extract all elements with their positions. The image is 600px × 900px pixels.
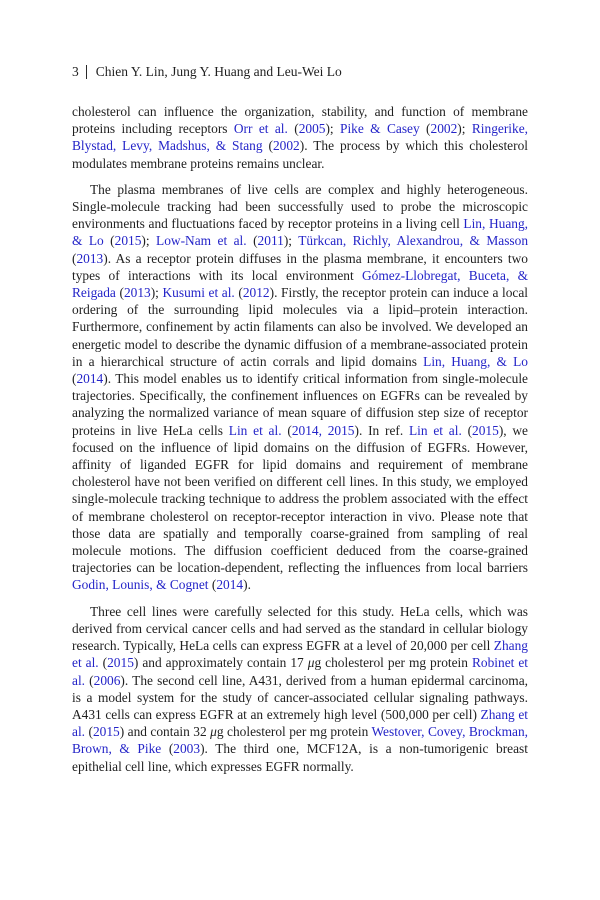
text-run: ( xyxy=(115,285,124,301)
citation-link[interactable]: 2015 xyxy=(107,655,134,671)
citation-link[interactable]: Godin, Lounis, & Cognet xyxy=(72,577,209,593)
text-run: ( xyxy=(287,121,299,137)
text-run: ) and approximately contain 17 xyxy=(133,655,308,671)
running-header xyxy=(72,64,528,80)
citation-link[interactable]: 2002 xyxy=(272,138,300,154)
paragraph xyxy=(72,603,528,775)
citation-link[interactable]: Lin, Huang, & Lo xyxy=(423,353,529,369)
citation-link[interactable]: Pike & Casey xyxy=(340,121,420,137)
header-authors: Chien Y. Lin, Jung Y. Huang and Leu-Wei Lo xyxy=(95,64,342,79)
citation-link[interactable]: 2006 xyxy=(93,672,121,688)
article-body xyxy=(72,103,528,775)
citation-link[interactable]: Türkcan, Richly, Alexandrou, & Masson xyxy=(298,233,529,249)
citation-link[interactable]: 2013 xyxy=(123,285,151,301)
citation-link[interactable]: 2015 xyxy=(472,422,499,438)
text-run: ( xyxy=(161,741,174,757)
text-run: ), we focused on the influence of lipid domains on the diffusion of EGFRs. However, affinity of liganded EGFR for lipid domains and requirement of membrane cholesterol have not been verified on different cell lines. In this study, we employed single-molecule tracking technique to address the problem associated with the effect of membrane cholesterol on receptor-receptor interaction in vivo. Please note that those data are spatially and temporally coarse-grained from sampling of real molecule motions. The diffusion coefficient deduced from the coarse-grained trajectories can be location-dependent, reflecting the influences from local barriers xyxy=(72,422,529,576)
citation-link[interactable]: Zhang et al. xyxy=(72,706,528,740)
text-run: ( xyxy=(85,672,94,688)
text-run: cholesterol can influence the organization, stability, and function of membrane proteins including receptors xyxy=(72,104,528,137)
citation-link[interactable]: Lin, Huang, & Lo xyxy=(72,216,529,249)
citation-link[interactable]: Gómez-Llobregat, Buceta, & Reigada xyxy=(72,267,529,301)
text-run: ); xyxy=(150,285,163,301)
text-run: ( xyxy=(281,422,292,438)
text-run: μ xyxy=(210,724,217,740)
text-run: ); xyxy=(141,233,157,249)
text-run: ( xyxy=(461,422,473,438)
text-run: g cholesterol per mg protein xyxy=(216,724,372,740)
text-run: ). The third one, MCF12A, is a non-tumorigenic breast epithelial cell line, which expresses EGFR normally. xyxy=(72,741,528,774)
citation-link[interactable]: Low-Nam et al. xyxy=(156,233,247,249)
text-run: ). This model enables us to identify critical information from single-molecule trajectories. Specifically, the confinement influences on EGFRs can be revealed by analyzing the normalized variance of mean square of diffusion step size of receptor proteins in live HeLa cells xyxy=(72,371,528,438)
text-run: ). Firstly, the receptor protein can induce a local ordering of the surrounding lipid molecules via a lipid–protein interaction. Furthermore, confinement by actin filaments can also be involved. We developed an energetic model to describe the dynamic diffusion of a membrane-associated protein in a hierarchical structure of actin corrals and lipid domains xyxy=(72,285,529,369)
citation-link[interactable]: Kusumi et al. xyxy=(162,285,235,301)
citation-link[interactable]: 2015 xyxy=(92,724,120,740)
text-run: ); xyxy=(457,121,472,137)
citation-link[interactable]: 2014 xyxy=(216,577,244,593)
text-run: ). The process by which this cholesterol modulates membrane proteins remains unclear. xyxy=(72,138,528,171)
text-run: ). As a receptor protein diffuses in the plasma membrane, it encounters two types of interactions with its local environment xyxy=(72,250,528,283)
citation-link[interactable]: 2015 xyxy=(114,233,142,249)
text-run: ( xyxy=(85,724,93,740)
text-run: ) and contain 32 xyxy=(119,724,211,740)
text-run: ); xyxy=(325,121,341,137)
paragraph xyxy=(72,103,528,172)
text-run: ( xyxy=(234,285,243,301)
text-run: ( xyxy=(103,233,115,249)
citation-link[interactable]: 2005 xyxy=(298,121,326,137)
citation-link[interactable]: 2002 xyxy=(430,121,458,137)
text-run: ( xyxy=(262,138,273,154)
text-run: The plasma membranes of live cells are complex and highly heterogeneous. Single-molecule tracking had been successfully used to probe the microscopic environments and fluctuations faced by receptor proteins in a living cell xyxy=(72,181,528,232)
header-separator xyxy=(86,65,87,79)
text-run: ). The second cell line, A431, derived from a human epidermal carcinoma, is a model system for the study of cancer-associated cellular signaling pathways. A431 cells can express EGFR at an extremely high level (500,000 per cell) xyxy=(72,672,528,722)
citation-link[interactable]: 2014, 2015 xyxy=(291,422,355,438)
text-run: ( xyxy=(208,577,217,593)
citation-link[interactable]: 2012 xyxy=(242,285,270,301)
citation-link[interactable]: 2003 xyxy=(173,741,201,757)
text-run: ( xyxy=(72,250,77,266)
text-run: ); xyxy=(283,233,299,249)
citation-link[interactable]: Lin et al. xyxy=(408,422,462,438)
text-run: ( xyxy=(72,371,77,387)
text-run: ). In ref. xyxy=(354,422,409,438)
text-run: ( xyxy=(98,655,108,671)
paragraph xyxy=(72,181,528,594)
text-run: g cholesterol per mg protein xyxy=(314,655,472,671)
text-run: ). xyxy=(243,577,251,593)
citation-link[interactable]: Robinet et al. xyxy=(72,655,528,688)
citation-link[interactable]: Westover, Covey, Brockman, Brown, & Pike xyxy=(72,724,529,757)
citation-link[interactable]: Ringerike, Blystad, Levy, Madshus, & Stang xyxy=(72,121,528,154)
text-run: ( xyxy=(246,233,258,249)
text-run: ( xyxy=(419,121,431,137)
citation-link[interactable]: 2013 xyxy=(76,250,104,266)
page-number: 3 xyxy=(72,64,79,79)
citation-link[interactable]: 2014 xyxy=(76,371,104,387)
citation-link[interactable]: Zhang et al. xyxy=(72,638,528,671)
citation-link[interactable]: Lin et al. xyxy=(228,422,282,438)
citation-link[interactable]: 2011 xyxy=(257,233,284,249)
citation-link[interactable]: Orr et al. xyxy=(233,121,288,137)
text-run: μ xyxy=(307,655,315,671)
text-run: Three cell lines were carefully selected for this study. HeLa cells, which was derived from cervical cancer cells and had served as the standard in cellular biology research. Typically, HeLa cells can express EGFR at a level of 20,000 per cell xyxy=(72,603,528,654)
